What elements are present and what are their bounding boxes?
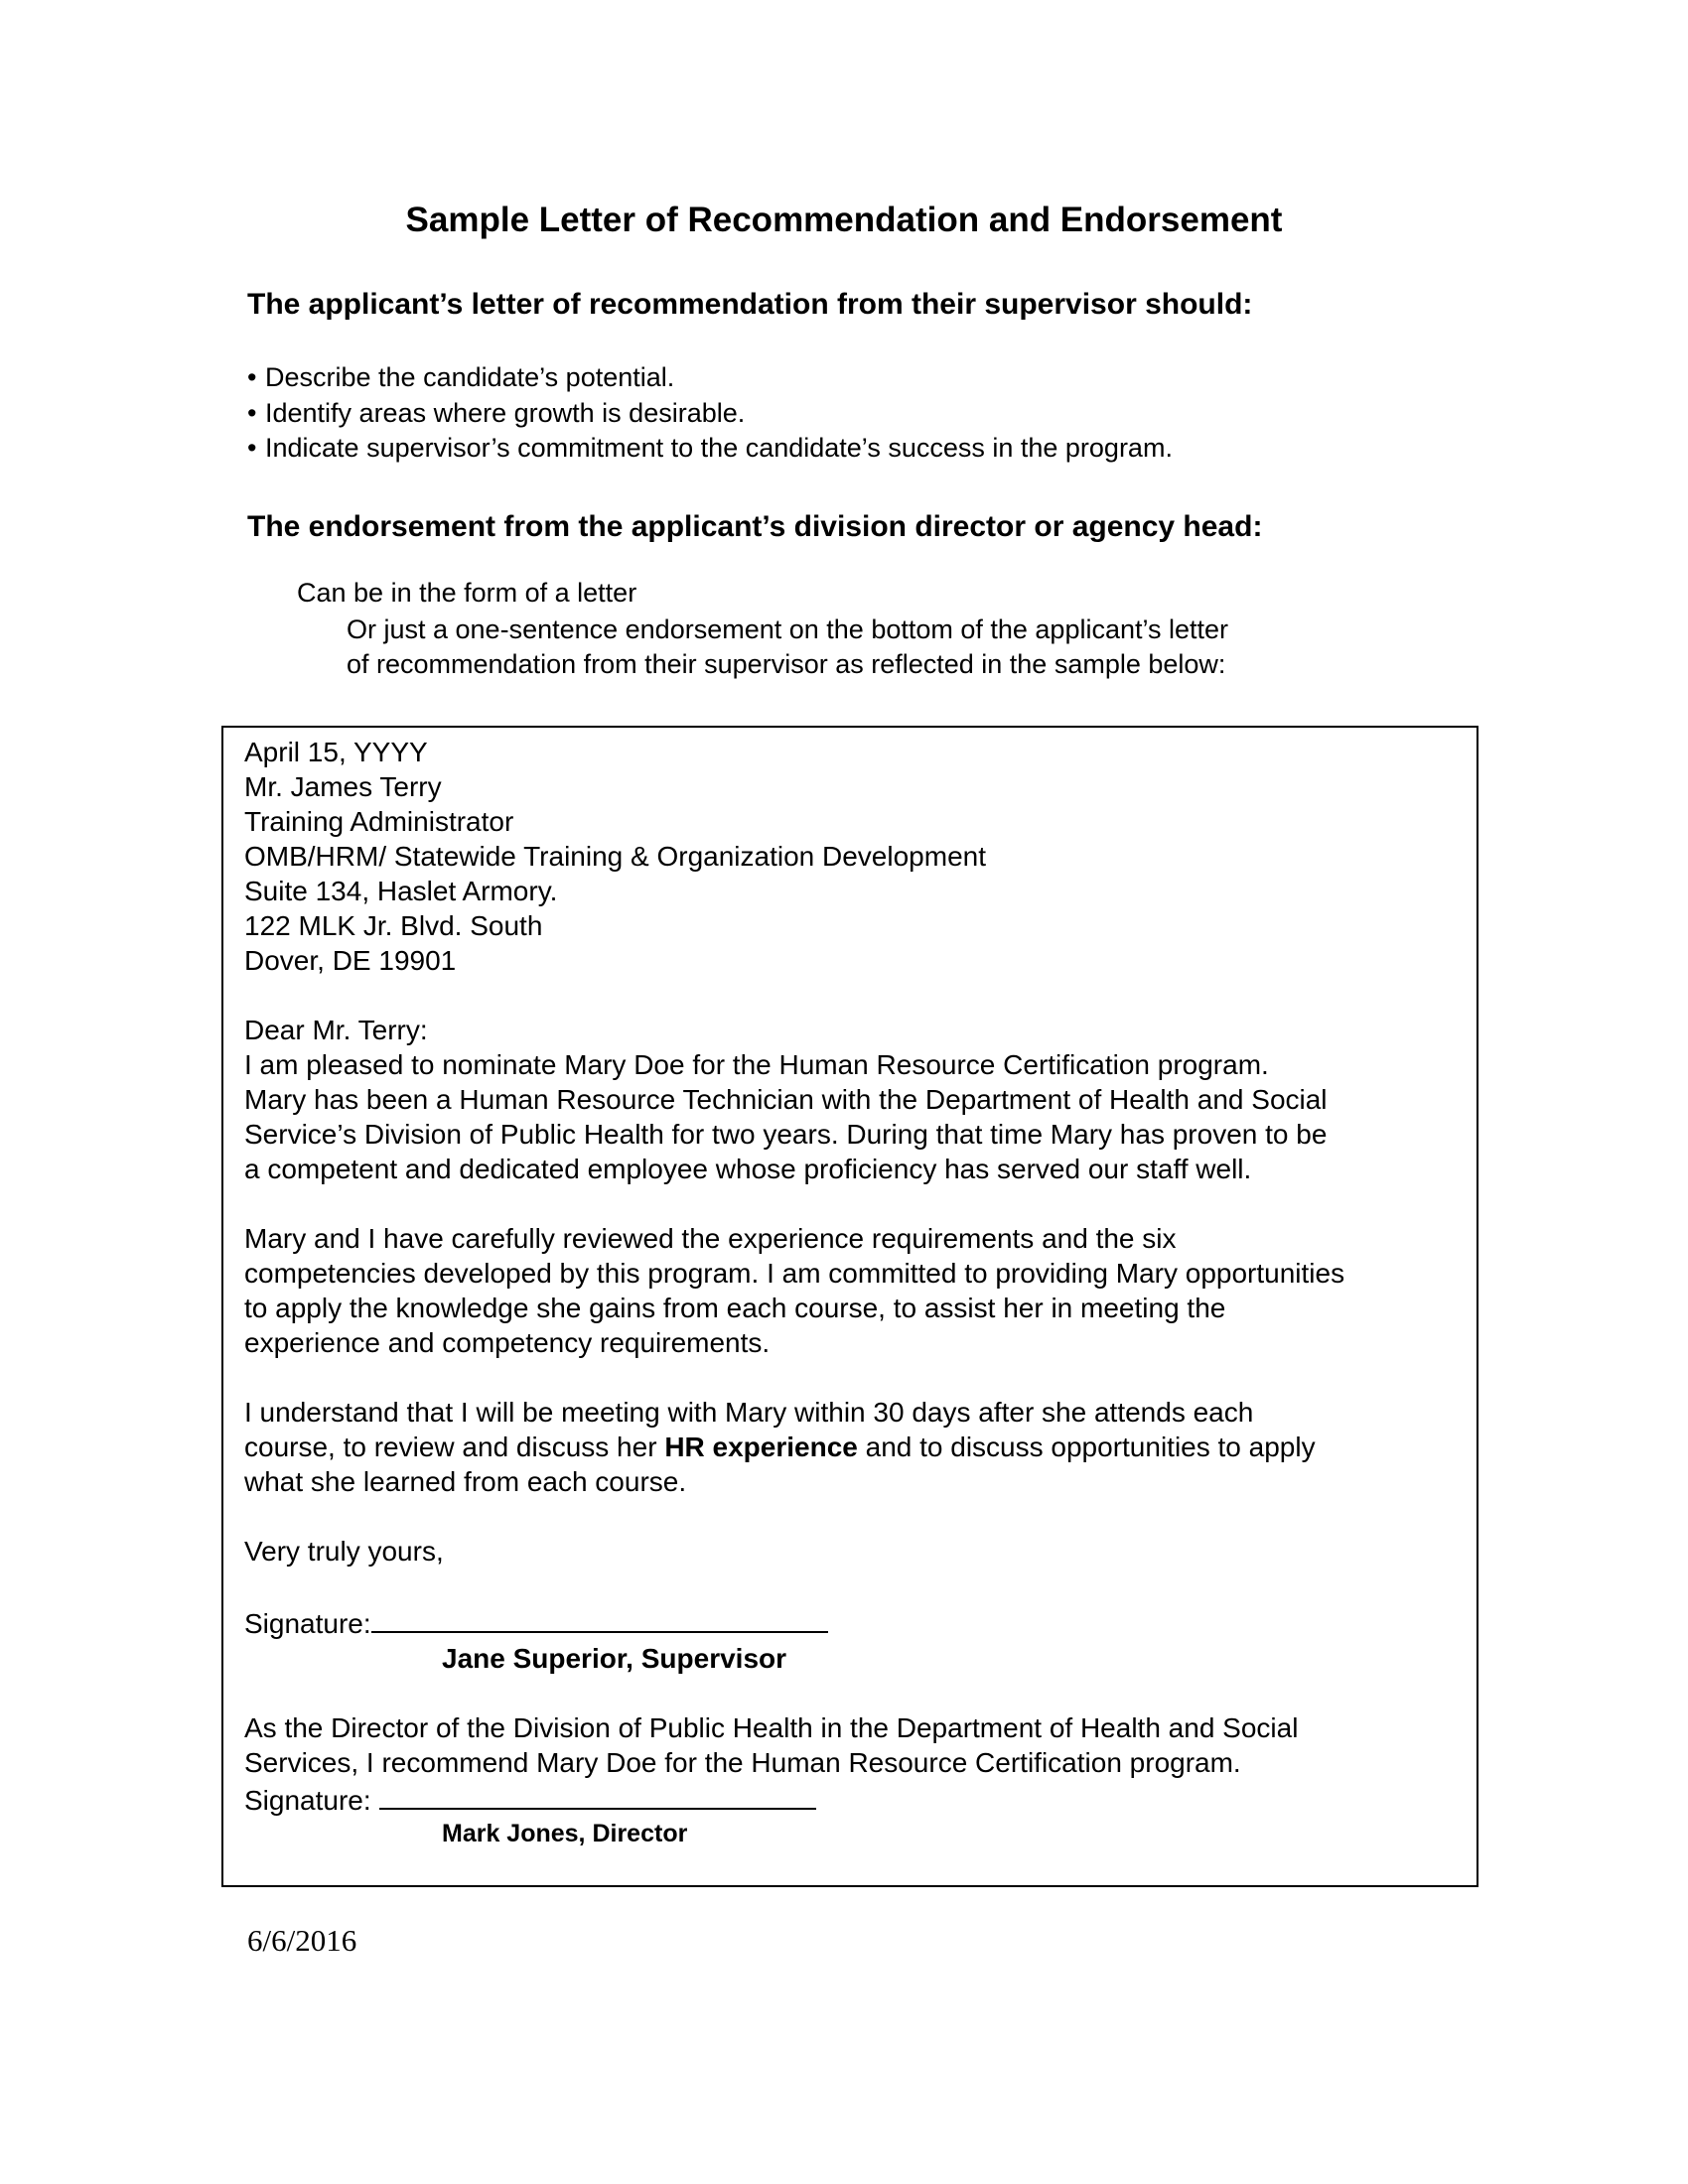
paragraph-line: to apply the knowledge she gains from each course, to assist her in meeting the: [244, 1293, 1226, 1323]
paragraph-line: Mary has been a Human Resource Technician with the Department of Health and Social: [244, 1084, 1328, 1115]
hr-experience-emphasis: HR experience: [664, 1432, 858, 1462]
bullet-item: • Indicate supervisor’s commitment to the candidate’s success in the program.: [247, 431, 1173, 467]
letter-date: April 15, YYYY: [244, 737, 428, 767]
endorsement-line: As the Director of the Division of Public Health in the Department of Health and Social: [244, 1712, 1299, 1743]
endorsement-line: Services, I recommend Mary Doe for the Human Resource Certification program.: [244, 1747, 1241, 1778]
endorsement-section-heading: The endorsement from the applicant’s division director or agency head:: [247, 510, 1263, 543]
footer-date: 6/6/2016: [247, 1923, 357, 1958]
salutation: Dear Mr. Terry:: [244, 1015, 428, 1045]
endorsement-intro-line: of recommendation from their supervisor as reflected in the sample below:: [347, 649, 1226, 679]
paragraph-line: course, to review and discuss her HR experience and to discuss opportunities to apply: [244, 1432, 1316, 1462]
endorsement-intro-line: Or just a one-sentence endorsement on the bottom of the applicant’s letter: [347, 614, 1229, 644]
paragraph-line: Service’s Division of Public Health for two years. During that time Mary has proven to be: [244, 1119, 1328, 1150]
address-line: Suite 134, Haslet Armory.: [244, 876, 558, 906]
address-line: Training Administrator: [244, 806, 514, 837]
sample-letter: [244, 735, 1466, 1850]
address-line: Dover, DE 19901: [244, 945, 457, 976]
paragraph-line: I understand that I will be meeting with Mary within 30 days after she attends each: [244, 1397, 1254, 1428]
supervisor-name: Jane Superior, Supervisor: [442, 1643, 787, 1674]
paragraph-line: a competent and dedicated employee whose proficiency has served our staff well.: [244, 1154, 1252, 1184]
signature-line: [371, 1603, 828, 1633]
endorsement-intro-line: Can be in the form of a letter: [297, 578, 637, 608]
address-line: 122 MLK Jr. Blvd. South: [244, 910, 543, 941]
bullet-icon: •: [247, 397, 257, 428]
supervisor-signature-row: [244, 1603, 1466, 1641]
paragraph-line: experience and competency requirements.: [244, 1327, 771, 1358]
paragraph-line: I am pleased to nominate Mary Doe for the Human Resource Certification program.: [244, 1049, 1269, 1080]
bullet-icon: •: [247, 433, 257, 463]
address-line: Mr. James Terry: [244, 771, 442, 802]
paragraph-line: competencies developed by this program. I am committed to providing Mary opportunities: [244, 1258, 1345, 1289]
supervisor-bullet-list: [247, 360, 1173, 467]
bullet-item: • Identify areas where growth is desirable.: [247, 396, 1173, 432]
signature-line: [379, 1780, 816, 1810]
paragraph-line: what she learned from each course.: [244, 1466, 687, 1497]
closing: Very truly yours,: [244, 1536, 444, 1567]
bullet-item: • Describe the candidate’s potential.: [247, 360, 1173, 396]
signature-label: Signature:: [244, 1785, 371, 1816]
signature-label: Signature:: [244, 1608, 371, 1639]
address-line: OMB/HRM/ Statewide Training & Organization Development: [244, 841, 986, 872]
supervisor-section-heading: The applicant’s letter of recommendation from their supervisor should:: [247, 288, 1253, 321]
document-title: Sample Letter of Recommendation and Endorsement: [405, 201, 1283, 239]
paragraph-line: Mary and I have carefully reviewed the experience requirements and the six: [244, 1223, 1177, 1254]
director-signature-row: [244, 1780, 1466, 1818]
director-name: Mark Jones, Director: [442, 1820, 688, 1847]
bullet-icon: •: [247, 362, 257, 392]
